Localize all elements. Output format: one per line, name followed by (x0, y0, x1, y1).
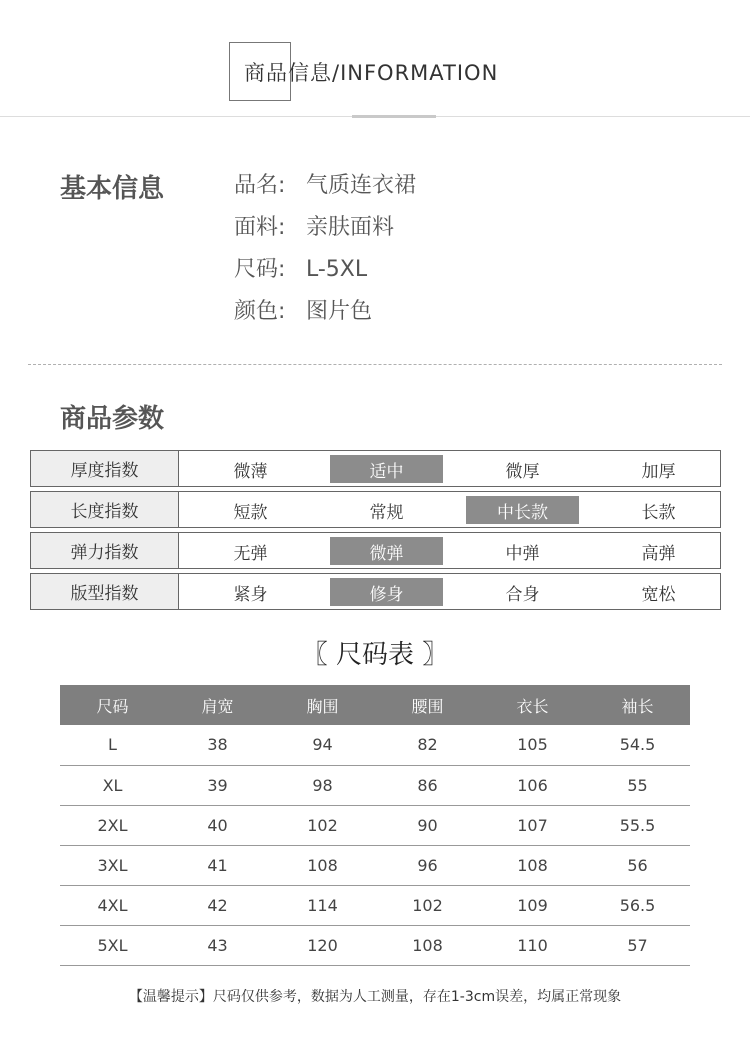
table-cell: 40 (165, 805, 270, 845)
param-options (179, 492, 720, 527)
basic-info-label: 颜色: (234, 299, 286, 324)
param-option: 无弹 (233, 543, 268, 564)
param-name: 厚度指数 (31, 451, 179, 486)
size-chart-header-cell: 袖长 (585, 685, 690, 725)
params-heading: 商品参数 (60, 404, 165, 434)
table-cell: 57 (585, 925, 690, 965)
size-tip-note: 【温馨提示】尺码仅供参考，数据为人工测量，存在1-3cm误差，均属正常现象 (128, 989, 622, 1005)
table-cell: 90 (375, 805, 480, 845)
table-row (60, 885, 690, 925)
table-row (60, 765, 690, 805)
param-option: 合身 (505, 584, 540, 605)
table-cell: 39 (165, 765, 270, 805)
table-row (60, 805, 690, 845)
param-option: 常规 (369, 502, 404, 523)
size-chart-header-cell: 衣长 (480, 685, 585, 725)
param-name: 版型指数 (31, 574, 179, 609)
header-title: 商品信息/INFORMATION (244, 61, 499, 85)
basic-info-heading: 基本信息 (60, 174, 165, 204)
basic-info-row (234, 210, 416, 252)
table-cell: 107 (480, 805, 585, 845)
size-chart-title: 〖 尺码表 〗 (301, 640, 449, 670)
param-row-fit (30, 573, 721, 610)
info-header (0, 0, 750, 118)
param-option: 中弹 (505, 543, 540, 564)
param-row-thickness (30, 450, 721, 487)
basic-info-label: 尺码: (234, 257, 286, 282)
table-cell: 42 (165, 885, 270, 925)
param-option: 修身 (330, 578, 443, 606)
table-row (60, 845, 690, 885)
basic-info-value: 气质连衣裙 (306, 173, 417, 198)
param-option: 微薄 (233, 461, 268, 482)
table-row (60, 925, 690, 965)
table-cell: 106 (480, 765, 585, 805)
param-option: 中长款 (466, 496, 579, 524)
basic-info-label: 面料: (234, 215, 286, 240)
param-option: 加厚 (641, 461, 676, 482)
table-cell: 55.5 (585, 805, 690, 845)
table-cell: 114 (270, 885, 375, 925)
table-cell: 109 (480, 885, 585, 925)
table-cell: 38 (165, 725, 270, 765)
size-chart-header-cell: 胸围 (270, 685, 375, 725)
table-cell: 82 (375, 725, 480, 765)
basic-info-row (234, 252, 416, 294)
table-cell: 56.5 (585, 885, 690, 925)
table-row (60, 725, 690, 765)
basic-info-value: 亲肤面料 (306, 215, 395, 240)
size-chart-header-cell: 腰围 (375, 685, 480, 725)
table-cell: 56 (585, 845, 690, 885)
table-cell: 120 (270, 925, 375, 965)
table-cell: 2XL (60, 805, 165, 845)
param-option: 宽松 (641, 584, 676, 605)
param-row-elasticity (30, 532, 721, 569)
basic-info-label: 品名: (234, 173, 286, 198)
table-cell: 3XL (60, 845, 165, 885)
table-cell: 96 (375, 845, 480, 885)
param-option: 高弹 (641, 543, 676, 564)
table-cell: 98 (270, 765, 375, 805)
table-cell: 55 (585, 765, 690, 805)
size-chart-header-row (60, 685, 690, 725)
table-cell: 110 (480, 925, 585, 965)
table-cell: XL (60, 765, 165, 805)
table-cell: 108 (480, 845, 585, 885)
table-cell: 43 (165, 925, 270, 965)
param-option: 短款 (233, 502, 268, 523)
param-options (179, 574, 720, 609)
table-cell: 102 (270, 805, 375, 845)
table-cell: 108 (375, 925, 480, 965)
param-option: 长款 (641, 502, 676, 523)
basic-info-list (234, 168, 416, 336)
basic-info-row (234, 294, 416, 336)
table-cell: 108 (270, 845, 375, 885)
param-options (179, 533, 720, 568)
param-option: 适中 (330, 455, 443, 483)
table-cell: 94 (270, 725, 375, 765)
param-name: 弹力指数 (31, 533, 179, 568)
header-accent-bar (352, 115, 436, 118)
basic-info-value: 图片色 (306, 299, 373, 324)
section-divider (28, 364, 722, 365)
table-cell: L (60, 725, 165, 765)
param-name: 长度指数 (31, 492, 179, 527)
table-cell: 41 (165, 845, 270, 885)
size-chart-table (60, 685, 690, 966)
basic-info-row (234, 168, 416, 210)
param-options (179, 451, 720, 486)
table-cell: 4XL (60, 885, 165, 925)
size-chart-header-cell: 尺码 (60, 685, 165, 725)
table-cell: 5XL (60, 925, 165, 965)
param-option: 紧身 (233, 584, 268, 605)
table-cell: 86 (375, 765, 480, 805)
table-cell: 54.5 (585, 725, 690, 765)
size-chart-header-cell: 肩宽 (165, 685, 270, 725)
basic-info-value: L-5XL (306, 257, 368, 282)
table-cell: 105 (480, 725, 585, 765)
param-option: 微弹 (330, 537, 443, 565)
param-option: 微厚 (505, 461, 540, 482)
param-row-length (30, 491, 721, 528)
table-cell: 102 (375, 885, 480, 925)
